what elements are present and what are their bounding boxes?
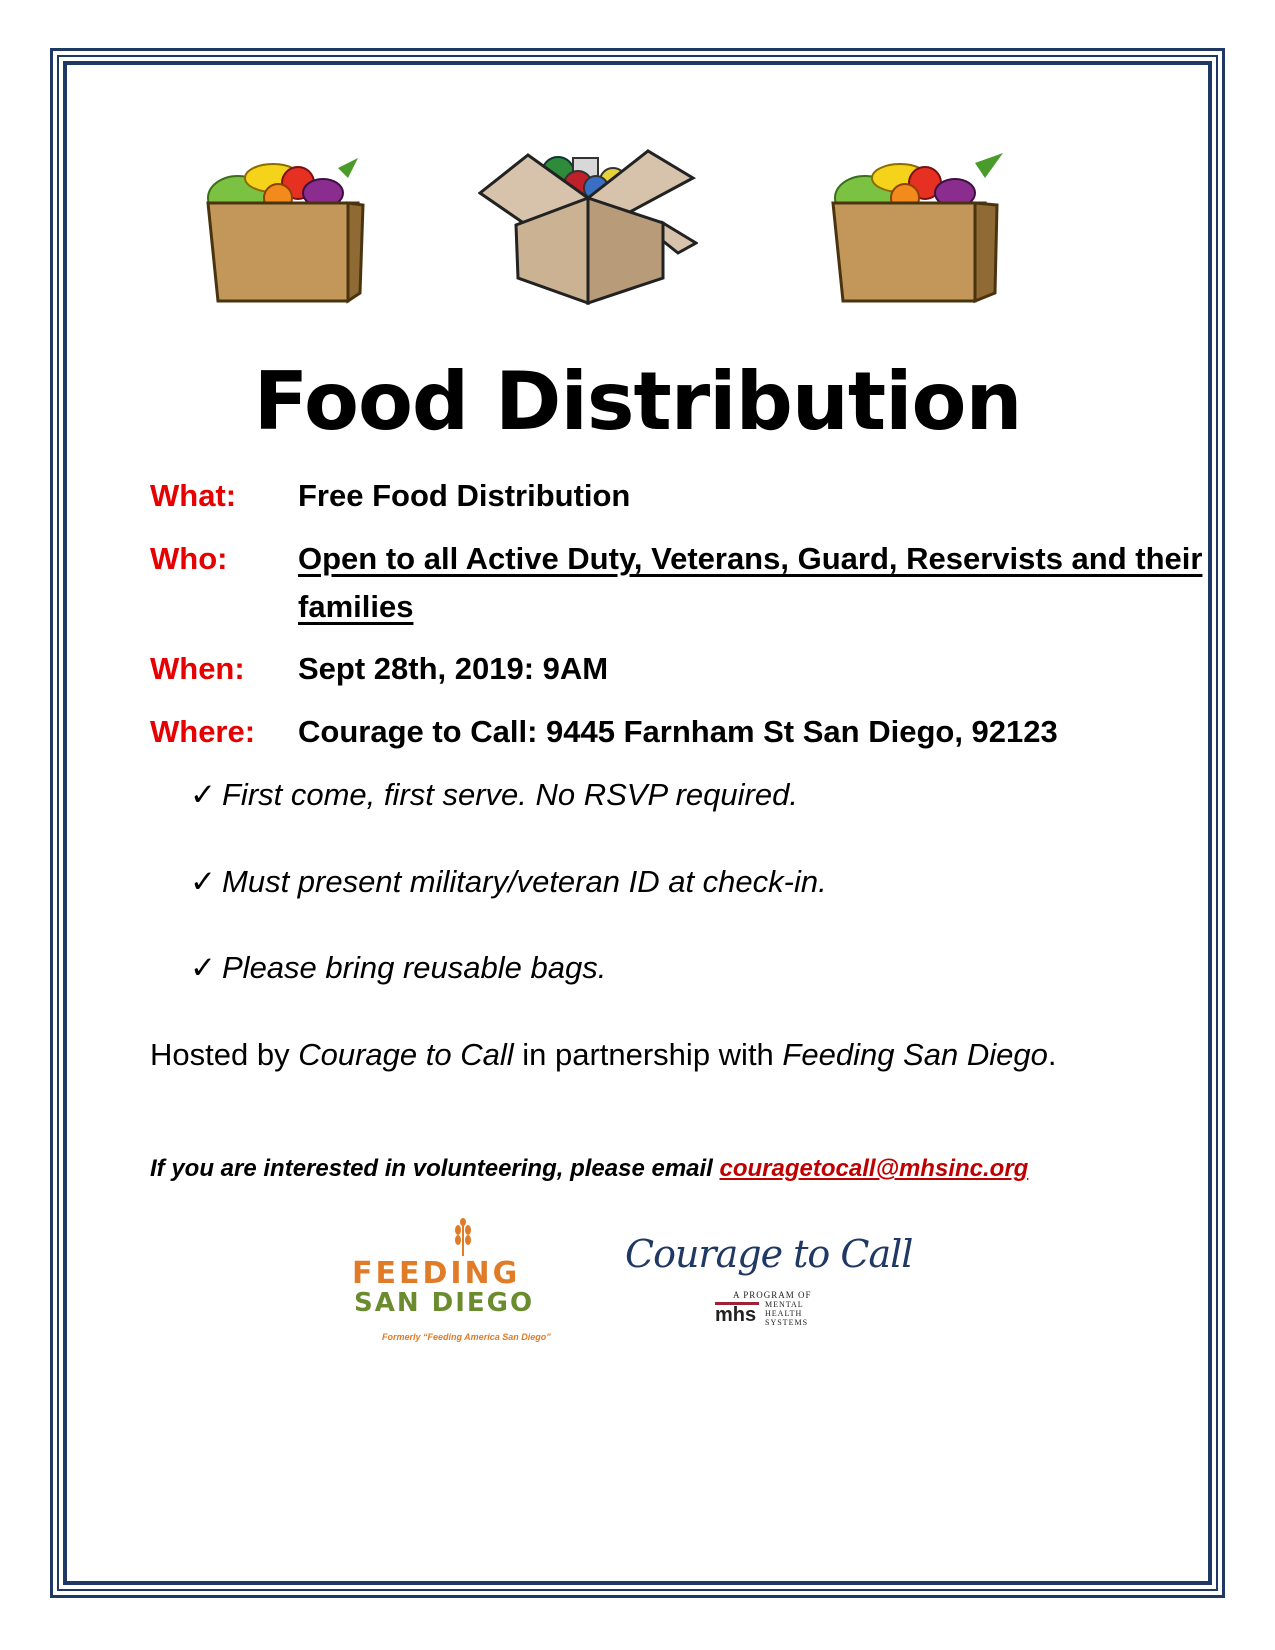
note-text: First come, first serve. No RSVP required. xyxy=(222,777,798,812)
detail-label: What: xyxy=(150,478,237,513)
detail-value: Sept 28th, 2019: 9AM xyxy=(298,651,609,686)
logo-ctc-name: Courage to Call xyxy=(625,1232,913,1276)
logo-mhs-line: MENTAL xyxy=(765,1300,804,1309)
hosted-org-courage: Courage to Call xyxy=(298,1037,514,1072)
note-text: Please bring reusable bags. xyxy=(222,950,607,985)
checkmark-icon: ✓ xyxy=(190,950,216,985)
detail-value: Free Food Distribution xyxy=(298,478,631,513)
hosted-org-feeding: Feeding San Diego xyxy=(782,1037,1048,1072)
logo-mhs-line: SYSTEMS xyxy=(765,1318,809,1327)
logo-feeding-tagline: Formerly “Feeding America San Diego” xyxy=(382,1332,551,1342)
volunteer-text xyxy=(150,1155,1028,1183)
hosted-middle: in partnership with xyxy=(513,1037,783,1072)
detail-label: Where: xyxy=(150,714,256,749)
hosted-suffix: . xyxy=(1047,1037,1057,1072)
logo-san-diego-word: SAN DIEGO xyxy=(354,1288,535,1318)
hosted-by-text xyxy=(150,1032,1070,1078)
detail-label: Who: xyxy=(150,541,228,576)
page-title: Food Distribution xyxy=(253,355,1022,448)
grocery-bag-right-image xyxy=(825,143,1007,308)
checkmark-icon: ✓ xyxy=(190,777,216,812)
logo-ctc-program: A PROGRAM OF xyxy=(733,1290,812,1300)
checkmark-icon: ✓ xyxy=(190,864,216,899)
food-box-image xyxy=(478,143,698,308)
volunteer-email-link[interactable]: couragetocall@mhsinc.org xyxy=(719,1155,1029,1182)
volunteer-prompt: If you are interested in volunteering, please email xyxy=(150,1155,720,1182)
feeding-san-diego-logo xyxy=(352,1218,582,1348)
detail-value: Courage to Call: 9445 Farnham St San Diego, 92123 xyxy=(298,714,1058,749)
logo-mhs-full xyxy=(765,1300,808,1327)
detail-value: Open to all Active Duty, Veterans, Guard, Reservists and their families xyxy=(298,541,1203,624)
hosted-prefix: Hosted by xyxy=(150,1037,299,1072)
detail-label: When: xyxy=(150,651,245,686)
note-item xyxy=(190,775,798,815)
note-text: Must present military/veteran ID at check-in. xyxy=(222,864,827,899)
wheat-icon xyxy=(452,1218,474,1256)
grocery-bag-left-image xyxy=(198,143,370,308)
logo-mhs: mhs xyxy=(715,1304,757,1326)
note-item xyxy=(190,862,827,902)
logo-mhs-line: HEALTH xyxy=(765,1309,803,1318)
logo-feeding-word: FEEDING xyxy=(352,1256,521,1291)
note-item xyxy=(190,948,606,988)
courage-to-call-logo xyxy=(625,1232,913,1342)
